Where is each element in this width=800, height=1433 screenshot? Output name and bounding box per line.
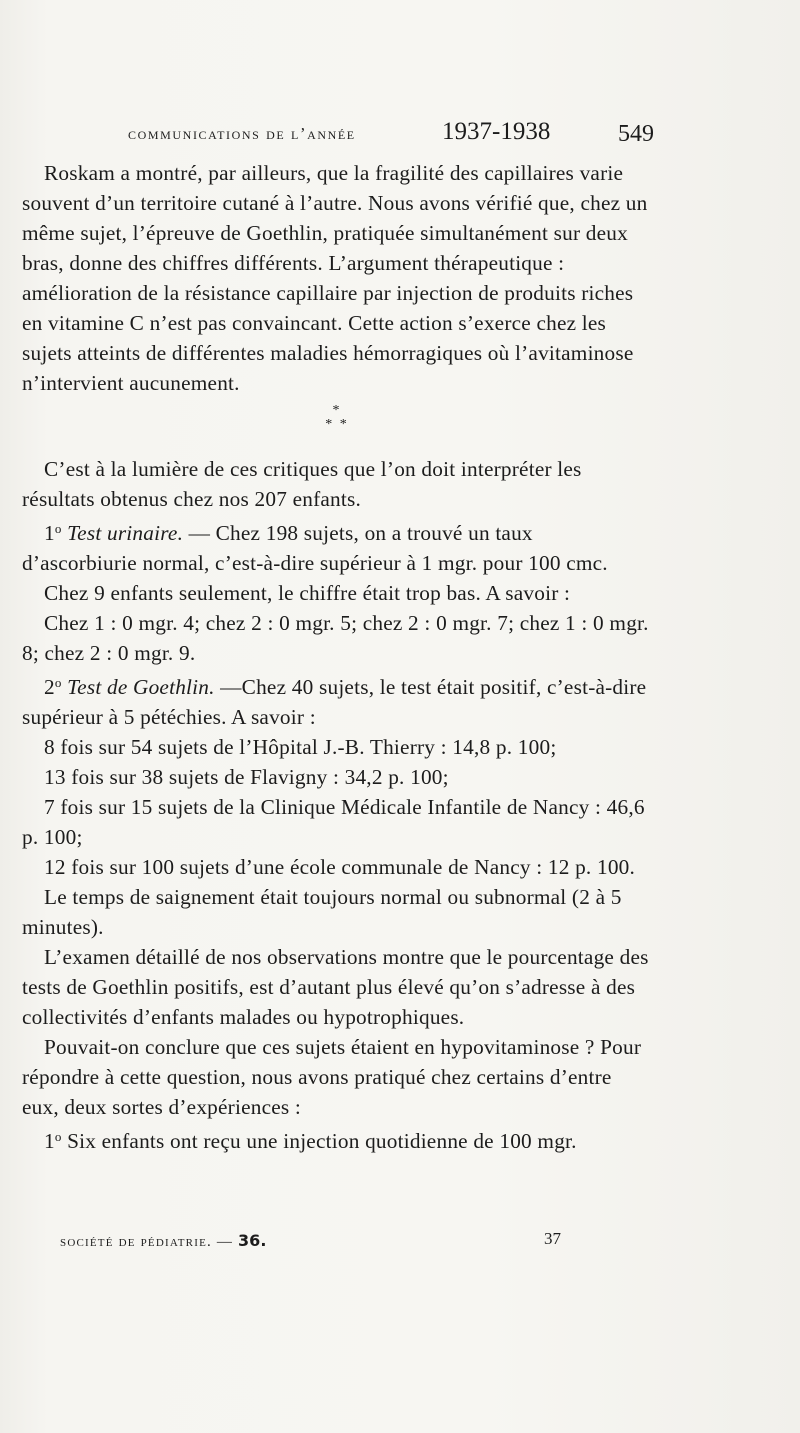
- enumeration-number: 1: [44, 1129, 55, 1153]
- paragraph-text: —Chez 40 sujets, le test était positif, c’est-à-dire supérieur à 5 pétéchies. A savoir :: [22, 675, 647, 729]
- enumeration-superscript: o: [54, 521, 62, 536]
- list-item: 13 fois sur 38 sujets de Flavigny : 34,2 p. 100;: [44, 765, 449, 789]
- footer-society-label: société de pédiatrie. —: [60, 1234, 239, 1250]
- paragraph: Pouvait-on conclure que ces sujets étaient en hypovitaminose ? Pour répondre à cette question, nous avons pratiqué chez certains d’entre eux, deux sortes d’expériences :: [22, 1035, 642, 1119]
- list-item: 8 fois sur 54 sujets de l’Hôpital J.-B. Thierry : 14,8 p. 100;: [44, 735, 557, 759]
- list-item: 7 fois sur 15 sujets de la Clinique Médicale Infantile de Nancy : 46,6 p. 100;: [22, 795, 645, 849]
- paragraph: Chez 1 : 0 mgr. 4; chez 2 : 0 mgr. 5; chez 2 : 0 mgr. 7; chez 1 : 0 mgr. 8; chez 2 : 0 mgr. 9.: [22, 611, 649, 665]
- separator-star-top: *: [332, 403, 342, 418]
- list-item: 12 fois sur 100 sujets d’une école communale de Nancy : 12 p. 100.: [44, 855, 636, 879]
- paragraph: Roskam a montré, par ailleurs, que la fragilité des capillaires varie souvent d’un territoire cutané à l’autre. Nous avons vérifié que, chez un même sujet, l’épreuve de Goethlin, pratiquée simultanément sur deux bras, donne des chiffres différents. L’argument thérapeutique : amélioration de la résistance capillaire par injection de produits riches en vitamine C n’est pas convaincant. Cette action s’exerce chez les sujets atteints de différentes maladies hémorragiques où l’avitaminose n’intervient aucunement.: [22, 161, 648, 395]
- page-footer: [60, 1228, 580, 1252]
- page-number: 549: [618, 121, 654, 147]
- footer-signature: 37: [544, 1229, 561, 1248]
- paragraph: [22, 514, 652, 578]
- enumeration-superscript: o: [54, 675, 62, 690]
- paragraph: [22, 668, 652, 732]
- section-title: Test urinaire.: [67, 521, 184, 545]
- body-text: [22, 158, 652, 1156]
- separator-stars-bottom: * *: [325, 417, 349, 432]
- enumeration-number: 1: [44, 521, 55, 545]
- paragraph: C’est à la lumière de ces critiques que l’on doit interpréter les résultats obtenus chez nos 207 enfants.: [22, 457, 582, 511]
- running-header: [120, 118, 660, 152]
- paragraph: [22, 1122, 652, 1156]
- paragraph: Le temps de saignement était toujours normal ou subnormal (2 à 5 minutes).: [22, 885, 622, 939]
- paragraph-text: — Chez 198 sujets, on a trouvé un taux d’ascorbiurie normal, c’est-à-dire supérieur à 1 mgr. pour 100 cmc.: [22, 521, 608, 575]
- footer-volume: 36.: [238, 1231, 267, 1250]
- enumeration-number: 2: [44, 675, 55, 699]
- footer-society: [60, 1231, 266, 1251]
- enumeration-superscript: o: [54, 1129, 62, 1144]
- section-title: Test de Goethlin.: [67, 675, 215, 699]
- paragraph: L’examen détaillé de nos observations montre que le pourcentage des tests de Goethlin positifs, est d’autant plus élevé qu’on s’adresse à des collectivités d’enfants malades ou hypotrophiques.: [22, 945, 649, 1029]
- paragraph: Chez 9 enfants seulement, le chiffre était trop bas. A savoir :: [44, 581, 571, 605]
- paragraph-text: Six enfants ont reçu une injection quotidienne de 100 mgr.: [61, 1129, 577, 1153]
- section-separator: [22, 398, 652, 454]
- running-years: 1937-1938: [442, 118, 551, 145]
- running-title: communications de l’année: [128, 124, 356, 143]
